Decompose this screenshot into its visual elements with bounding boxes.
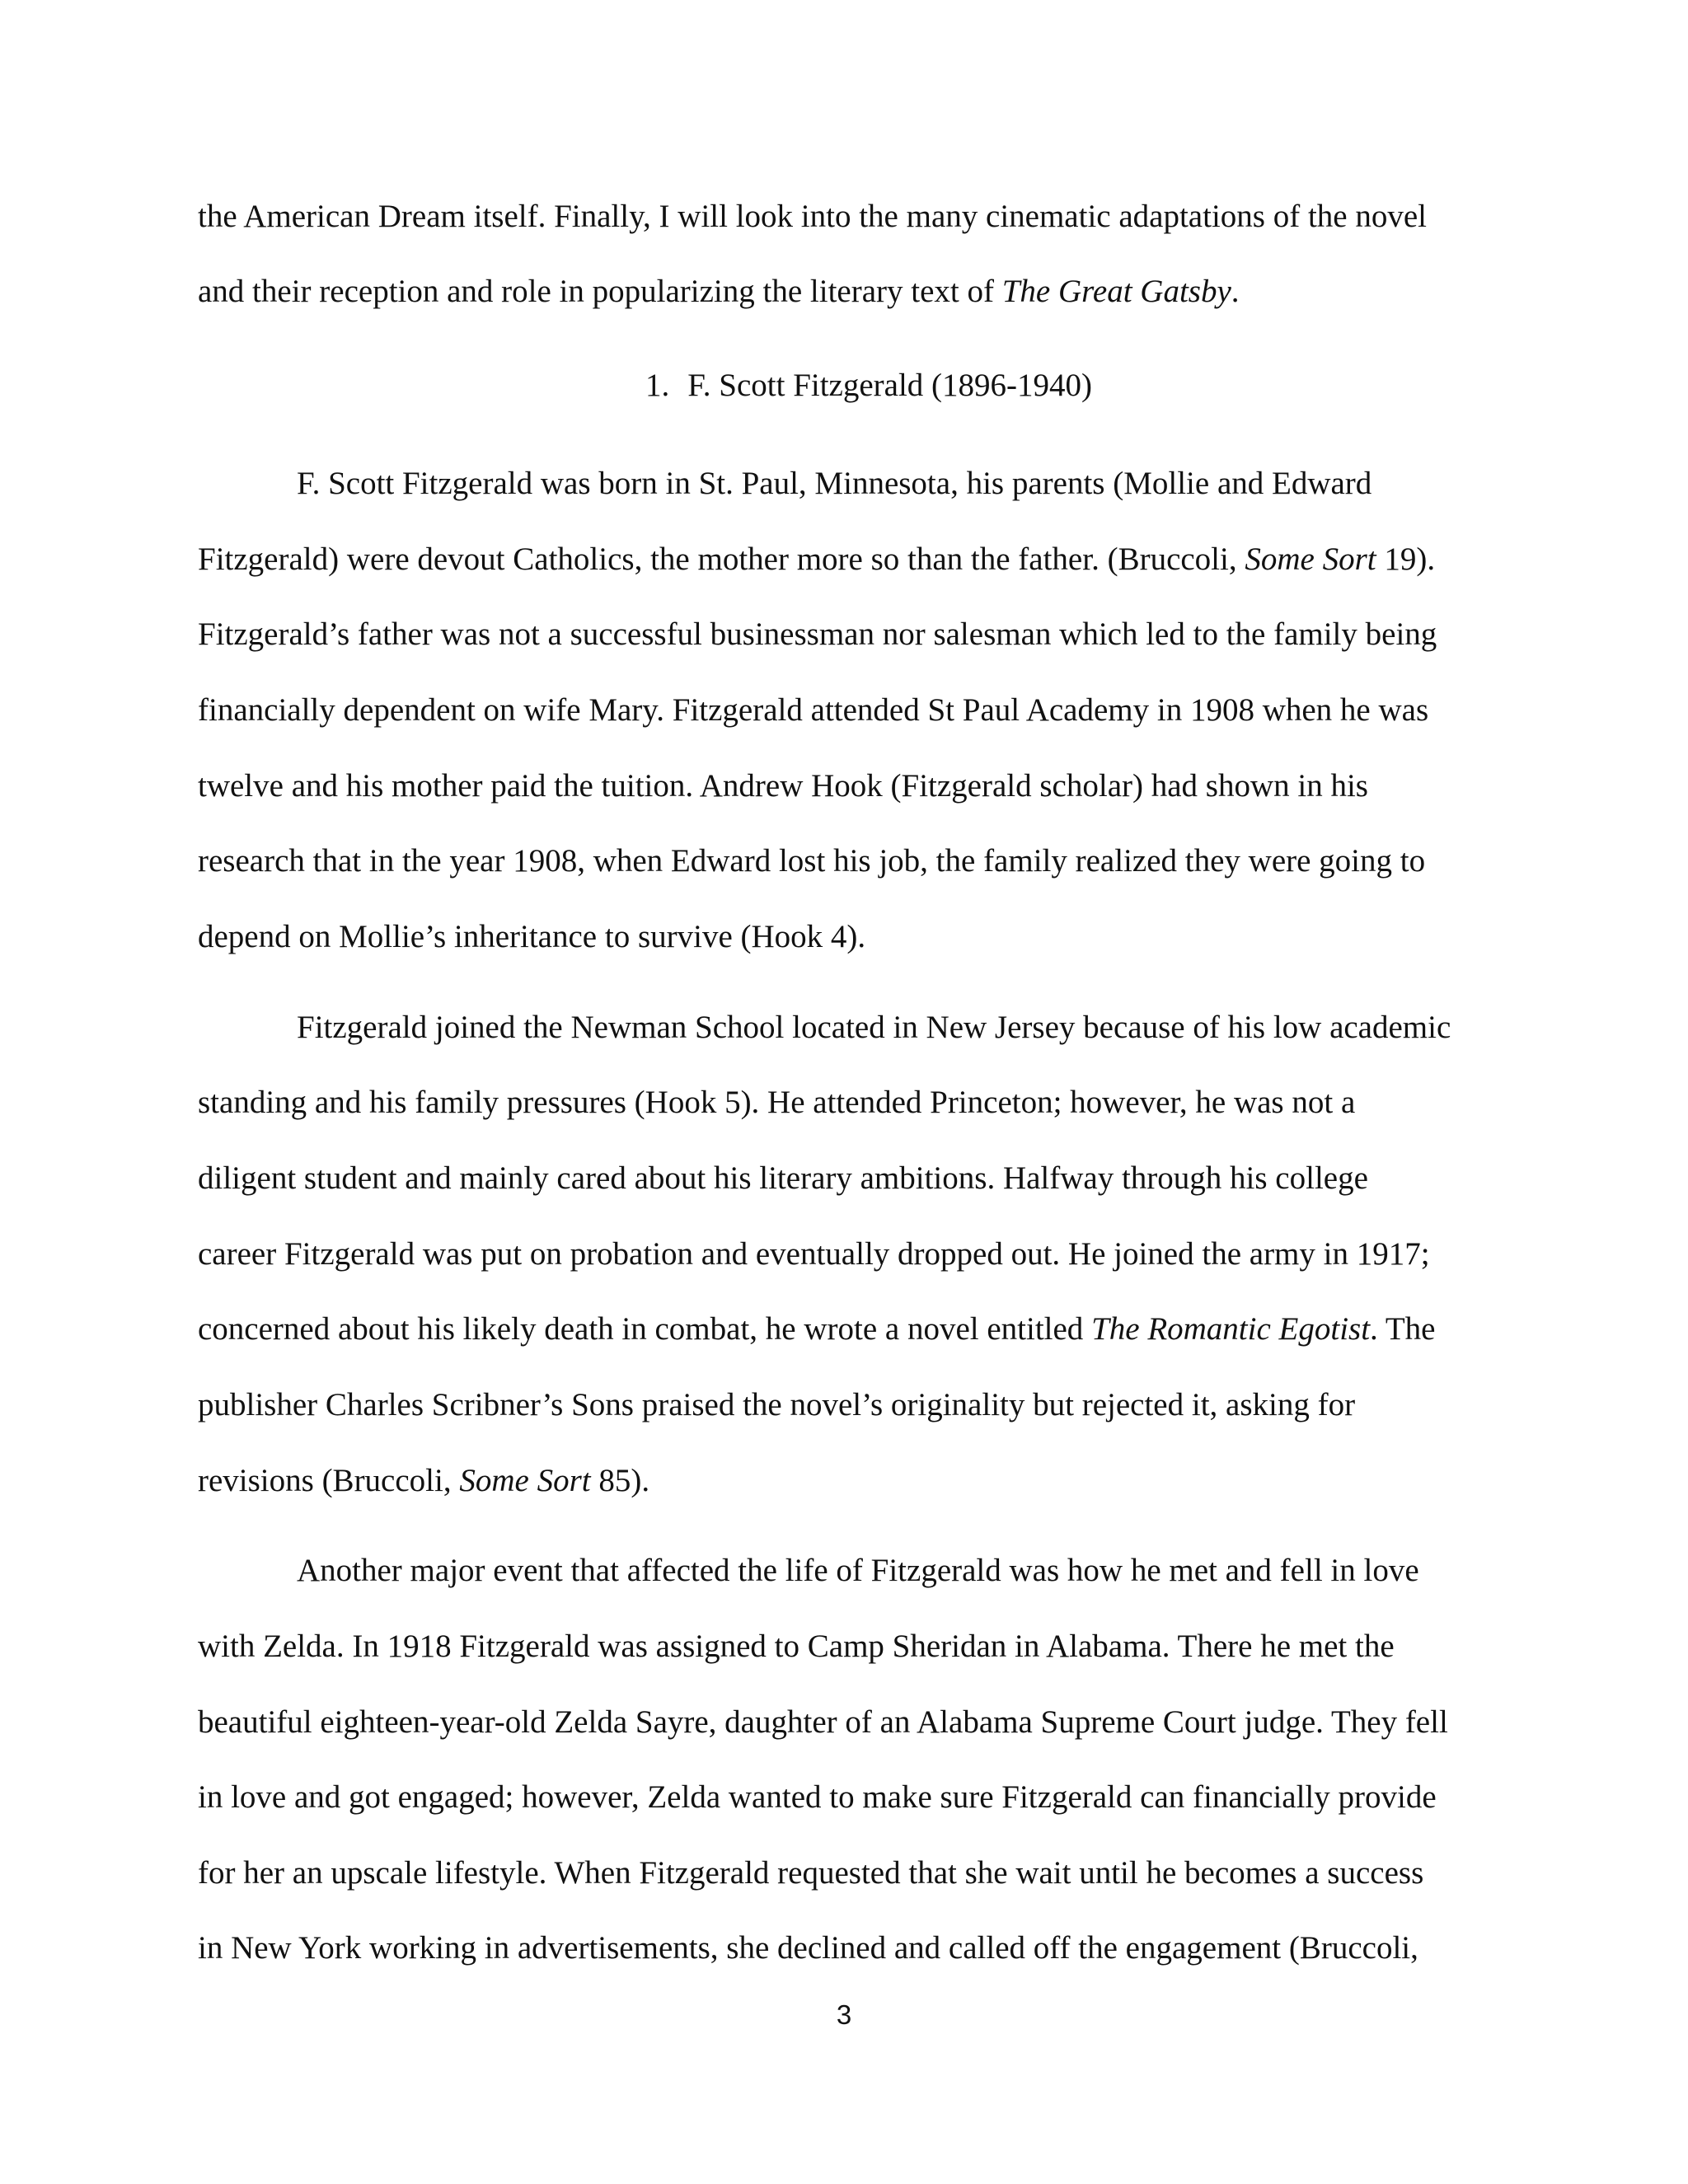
text-span: 19).: [1376, 541, 1436, 577]
text-span: for her an upscale lifestyle. When Fitzgerald requested that she wait until he becomes a success: [198, 1855, 1424, 1891]
text-line: [198, 1853, 1500, 1894]
text-line: [198, 614, 1500, 655]
text-span: Fitzgerald joined the Newman School located in New Jersey because of his low academic: [297, 1010, 1451, 1045]
text-span: career Fitzgerald was put on probation and eventually dropped out. He joined the army in 1917;: [198, 1236, 1430, 1272]
text-line: [198, 1777, 1500, 1818]
text-span: .: [1231, 274, 1240, 309]
book-title: Some Sort: [459, 1463, 591, 1498]
text-span: in love and got engaged; however, Zelda wanted to make sure Fitzgerald can financially provide: [198, 1779, 1437, 1815]
text-line: [198, 196, 1500, 237]
text-line: [198, 1626, 1500, 1667]
text-span: Fitzgerald) were devout Catholics, the mother more so than the father. (Bruccoli,: [198, 541, 1245, 577]
text-span: revisions (Bruccoli,: [198, 1463, 460, 1498]
text-span: research that in the year 1908, when Edward lost his job, the family realized they were going to: [198, 843, 1426, 879]
book-title: The Romantic Egotist: [1091, 1311, 1371, 1347]
text-span: depend on Mollie’s inheritance to survive (Hook 4).: [198, 919, 866, 954]
text-span: and their reception and role in popularizing the literary text of: [198, 274, 1002, 309]
text-line: [198, 271, 1500, 312]
text-line: [198, 766, 1500, 807]
text-line: [198, 1082, 1500, 1123]
book-title: The Great Gatsby: [1001, 274, 1231, 309]
text-span: F. Scott Fitzgerald was born in St. Paul, Minnesota, his parents (Mollie and Edward: [297, 466, 1372, 501]
text-span: publisher Charles Scribner’s Sons praised the novel’s originality but rejected it, asking for: [198, 1387, 1356, 1422]
section-title: F. Scott Fitzgerald (1896-1940): [687, 368, 1093, 403]
text-line: [198, 1234, 1500, 1275]
text-line: [198, 1702, 1500, 1743]
text-span: . The: [1370, 1311, 1436, 1347]
text-line: [297, 1550, 1500, 1591]
text-span: the American Dream itself. Finally, I will look into the many cinematic adaptations of the novel: [198, 199, 1427, 234]
text-line: [198, 539, 1500, 580]
book-title: Some Sort: [1245, 541, 1376, 577]
text-span: Fitzgerald’s father was not a successful businessman nor salesman which led to the family being: [198, 616, 1437, 652]
text-span: 85).: [590, 1463, 650, 1498]
text-line: [297, 463, 1500, 504]
text-line: [198, 1158, 1500, 1199]
text-line: [297, 1007, 1500, 1048]
text-span: in New York working in advertisements, she declined and called off the engagement (Bruccoli,: [198, 1930, 1418, 1966]
text-span: Another major event that affected the life of Fitzgerald was how he met and fell in love: [297, 1553, 1419, 1588]
text-span: standing and his family pressures (Hook 5). He attended Princeton; however, he was not a: [198, 1085, 1356, 1120]
page-number: 3: [836, 1999, 852, 2030]
text-span: twelve and his mother paid the tuition. Andrew Hook (Fitzgerald scholar) had shown in his: [198, 768, 1368, 804]
text-line: [198, 916, 1500, 958]
text-line: [198, 1460, 1500, 1502]
text-span: diligent student and mainly cared about his literary ambitions. Halfway through his college: [198, 1160, 1368, 1196]
text-span: beautiful eighteen-year-old Zelda Sayre, daughter of an Alabama Supreme Court judge. They fell: [198, 1704, 1448, 1740]
text-span: concerned about his likely death in combat, he wrote a novel entitled: [198, 1311, 1092, 1347]
text-line: [198, 841, 1500, 882]
text-span: financially dependent on wife Mary. Fitzgerald attended St Paul Academy in 1908 when he was: [198, 692, 1429, 728]
text-line: [198, 690, 1500, 731]
text-span: with Zelda. In 1918 Fitzgerald was assigned to Camp Sheridan in Alabama. There he met the: [198, 1629, 1395, 1664]
section-heading: [0, 365, 1688, 406]
text-line: [198, 1385, 1500, 1426]
text-line: [198, 1928, 1500, 1969]
section-number: 1.: [645, 368, 670, 403]
text-line: [198, 1309, 1500, 1350]
